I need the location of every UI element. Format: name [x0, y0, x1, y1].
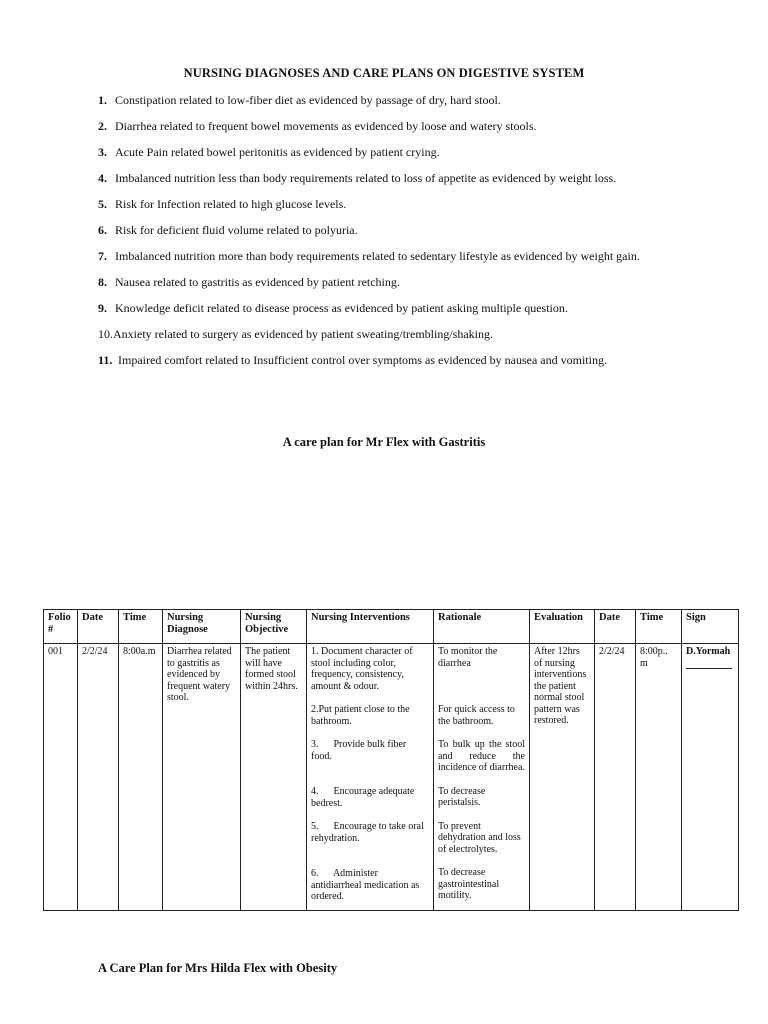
- page-title: NURSING DIAGNOSES AND CARE PLANS ON DIGESTIVE SYSTEM: [183, 66, 585, 80]
- diagnosis-item: [98, 301, 748, 327]
- header-evaluation: Evaluation: [530, 610, 595, 644]
- diagnosis-text: Risk for Infection related to high glucose levels.: [115, 197, 347, 211]
- diagnosis-text: Acute Pain related bowel peritonitis as evidenced by patient crying.: [115, 145, 440, 159]
- header-diagnose: Nursing Diagnose: [163, 610, 241, 644]
- header-date: Date: [78, 610, 119, 644]
- intervention-item: 3. Provide bulk fiber food.: [311, 739, 409, 762]
- cell-sign: [682, 644, 739, 911]
- diagnoses-list: [98, 93, 748, 379]
- diagnosis-text: Diarrhea related to frequent bowel movements as evidenced by loose and watery stools.: [115, 119, 537, 133]
- diagnosis-number: 9.: [98, 301, 107, 315]
- cell-evaluation: After 12hrs of nursing interventions the patient normal stool pattern was restored.: [530, 644, 595, 911]
- care-plan-2-title: A Care Plan for Mrs Hilda Flex with Obesity: [98, 961, 338, 975]
- diagnosis-text: Risk for deficient fluid volume related to polyuria.: [115, 223, 358, 237]
- rationale-item: To bulk up the stool and reduce the incidence of diarrhea.: [438, 739, 525, 773]
- table-header-row: [44, 610, 739, 644]
- diagnosis-number: 1.: [98, 93, 107, 107]
- cell-diagnose: Diarrhea related to gastritis as evidenced by frequent watery stool.: [163, 644, 241, 911]
- diagnosis-item: [98, 93, 748, 119]
- diagnosis-text: Constipation related to low-fiber diet as evidenced by passage of dry, hard stool.: [115, 93, 501, 107]
- header-folio: Folio #: [44, 610, 78, 644]
- header-interventions: Nursing Interventions: [307, 610, 434, 644]
- diagnosis-item: [98, 223, 748, 249]
- rationale-item: To prevent dehydration and loss of electrolytes.: [438, 820, 521, 855]
- cell-interventions: [307, 644, 434, 911]
- table-row: [44, 644, 739, 911]
- rationale-item: To monitor the diarrhea: [438, 646, 498, 669]
- diagnosis-item: [98, 249, 748, 275]
- diagnosis-item: [98, 197, 748, 223]
- cell-folio: 001: [44, 644, 78, 911]
- diagnosis-number: 10.: [98, 327, 113, 341]
- cell-date: 2/2/24: [78, 644, 119, 911]
- intervention-item: 6. Administer antidiarrheal medication as ordered.: [311, 868, 422, 902]
- diagnosis-number: 11.: [98, 353, 113, 367]
- diagnosis-item: [98, 327, 748, 353]
- diagnosis-number: 4.: [98, 171, 107, 185]
- intervention-item: 5. Encourage to take oral rehydration.: [311, 821, 427, 844]
- care-plan-table: [43, 609, 739, 911]
- header-rationale: Rationale: [434, 610, 530, 644]
- header-time-2: Time: [636, 610, 682, 644]
- cell-objective: The patient will have formed stool within 24hrs.: [241, 644, 307, 911]
- rationale-item: To decrease peristalsis.: [438, 785, 486, 808]
- diagnosis-item: [98, 119, 748, 145]
- rationale-item: For quick access to the bathroom.: [438, 704, 515, 727]
- cell-date-2: 2/2/24: [595, 644, 636, 911]
- diagnosis-item: [98, 353, 748, 379]
- header-sign: Sign: [682, 610, 739, 644]
- diagnosis-item: [98, 171, 748, 197]
- diagnosis-item: [98, 145, 748, 171]
- diagnosis-text: Imbalanced nutrition more than body requirements related to sedentary lifestyle as evidenced by weight gain.: [115, 249, 640, 263]
- cell-rationale: [434, 644, 530, 911]
- signature-line: [686, 658, 732, 669]
- diagnosis-number: 7.: [98, 249, 107, 263]
- header-date-2: Date: [595, 610, 636, 644]
- diagnosis-text: Anxiety related to surgery as evidenced by patient sweating/trembling/shaking.: [113, 327, 494, 341]
- cell-time-2: 8:00p.. m: [636, 644, 682, 911]
- diagnosis-number: 8.: [98, 275, 107, 289]
- rationale-item: To decrease gastrointestinal motility.: [438, 867, 500, 901]
- diagnosis-text: Imbalanced nutrition less than body requirements related to loss of appetite as evidenced by weight loss.: [115, 171, 617, 185]
- diagnosis-text: Knowledge deficit related to disease process as evidenced by patient asking multiple question.: [115, 301, 568, 315]
- diagnosis-item: [98, 275, 748, 301]
- diagnosis-number: 3.: [98, 145, 107, 159]
- cell-time: 8:00a.m: [119, 644, 163, 911]
- diagnosis-text: Nausea related to gastritis as evidenced by patient retching.: [115, 275, 400, 289]
- diagnosis-number: 5.: [98, 197, 107, 211]
- intervention-item: 1. Document character of stool including color, frequency, consistency, amount & odour.: [311, 646, 413, 692]
- intervention-item: 4. Encourage adequate bedrest.: [311, 786, 417, 809]
- diagnosis-text: Impaired comfort related to Insufficient control over symptoms as evidenced by nausea and vomiting.: [118, 353, 607, 367]
- signature-name: D.Yormah: [686, 646, 731, 657]
- diagnosis-number: 6.: [98, 223, 107, 237]
- header-objective: Nursing Objective: [241, 610, 307, 644]
- care-plan-title: A care plan for Mr Flex with Gastritis: [282, 435, 486, 449]
- intervention-item: 2.Put patient close to the bathroom.: [311, 704, 410, 727]
- header-time: Time: [119, 610, 163, 644]
- diagnosis-number: 2.: [98, 119, 107, 133]
